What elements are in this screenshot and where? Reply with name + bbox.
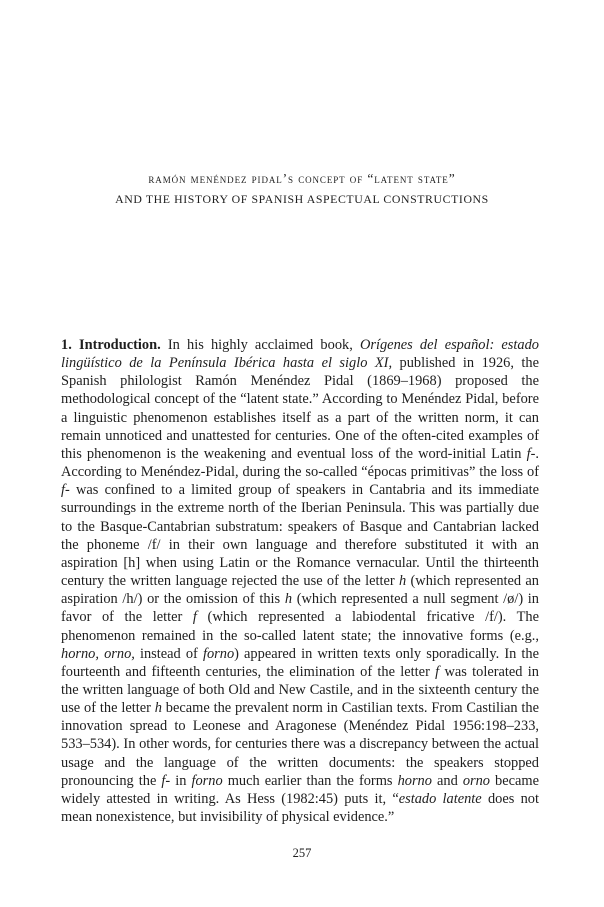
italic-term: estado latente [398, 790, 482, 807]
text-run: was tolerated in the written language of both Old and New Castile, and in the sixteenth century the use of the letter [61, 663, 539, 717]
text-run: In his highly acclaimed book, [160, 337, 360, 353]
article-title [0, 168, 604, 210]
text-run: became the prevalent norm in Castilian texts. From Castilian the innovation spread to Leonese and Aragonese (Menéndez Pidal 1956:198–233, 533–534). In other words, for centuries there was a discrepancy between the actual usage and the language of the written documents: the speakers stopped pronouncing the [61, 700, 540, 789]
text-run: . According to Menéndez-Pidal, during the so-called “épocas primitivas” the loss of [61, 445, 539, 481]
italic-term: horno, orno, [61, 645, 135, 662]
italic-term: horno [397, 772, 432, 789]
italic-term: forno [191, 772, 223, 789]
italic-term: f- [526, 445, 536, 462]
italic-term: h [399, 573, 407, 590]
text-run: instead of [134, 645, 203, 662]
italic-term: orno [462, 772, 490, 789]
title-line-2: AND THE HISTORY OF SPANISH ASPECTUAL CONSTRUCTIONS [115, 192, 489, 206]
text-run: became widely attested in writing. As Hess (1982:45) puts it, “ [61, 772, 539, 807]
italic-term: f [192, 609, 197, 626]
text-run: does not mean nonexistence, but invisibility of physical evidence.” [61, 790, 539, 826]
text-run: much earlier than the forms [222, 772, 398, 789]
text-run: (which represented an aspiration /h/) or the omission of this [61, 573, 540, 608]
italic-term: f- [161, 772, 171, 789]
italic-term: f- [61, 482, 70, 499]
book-title: Orígenes del español: estado lingüístico de la Península Ibérica hasta el siglo XI, [61, 337, 539, 372]
italic-term: f [435, 663, 440, 680]
italic-term: forno [202, 645, 235, 662]
introduction-paragraph [61, 336, 539, 826]
text-run: ) appeared in written texts only sporadically. In the fourteenth and fifteenth centuries, the elimination of the letter [61, 645, 539, 680]
text-run: and [431, 772, 463, 789]
italic-term: h [154, 700, 162, 717]
text-run: (which represented a null segment /ø/) in favor of the letter [61, 591, 539, 626]
text-run: published in 1926, the Spanish philologist Ramón Menéndez Pidal (1869–1968) proposed the methodological concept of the “latent state.” According to Menéndez Pidal, before a linguistic phenomenon establishes itself as a part of the written norm, it can remain unnoticed and unattested for centuries. One of the often-cited examples of this phenomenon is the weakening and eventual loss of the word-initial Latin [61, 355, 539, 462]
section-heading: 1. Introduction. [61, 337, 161, 353]
italic-term: h [284, 591, 293, 608]
text-run: was confined to a limited group of speakers in Cantabria and its immediate surroundings in the extreme north of the Iberian Peninsula. This was partially due to the Basque-Cantabrian substratum: speakers of Basque and Cantabrian lacked the phoneme /f/ in their own language and therefore substituted it with an aspiration [h] when using Latin or the Romance vernacular. Until the thirteenth century the written language rejected the use of the letter [61, 482, 539, 590]
page-number: 257 [292, 846, 312, 860]
title-line-1: ramón menéndez pidal’s concept of “latent state” [148, 171, 456, 186]
text-run: (which represented a labiodental fricative /f/). The phenomenon remained in the so-called latent state; the innovative forms (e.g., [61, 609, 539, 644]
text-run: in [170, 772, 192, 789]
